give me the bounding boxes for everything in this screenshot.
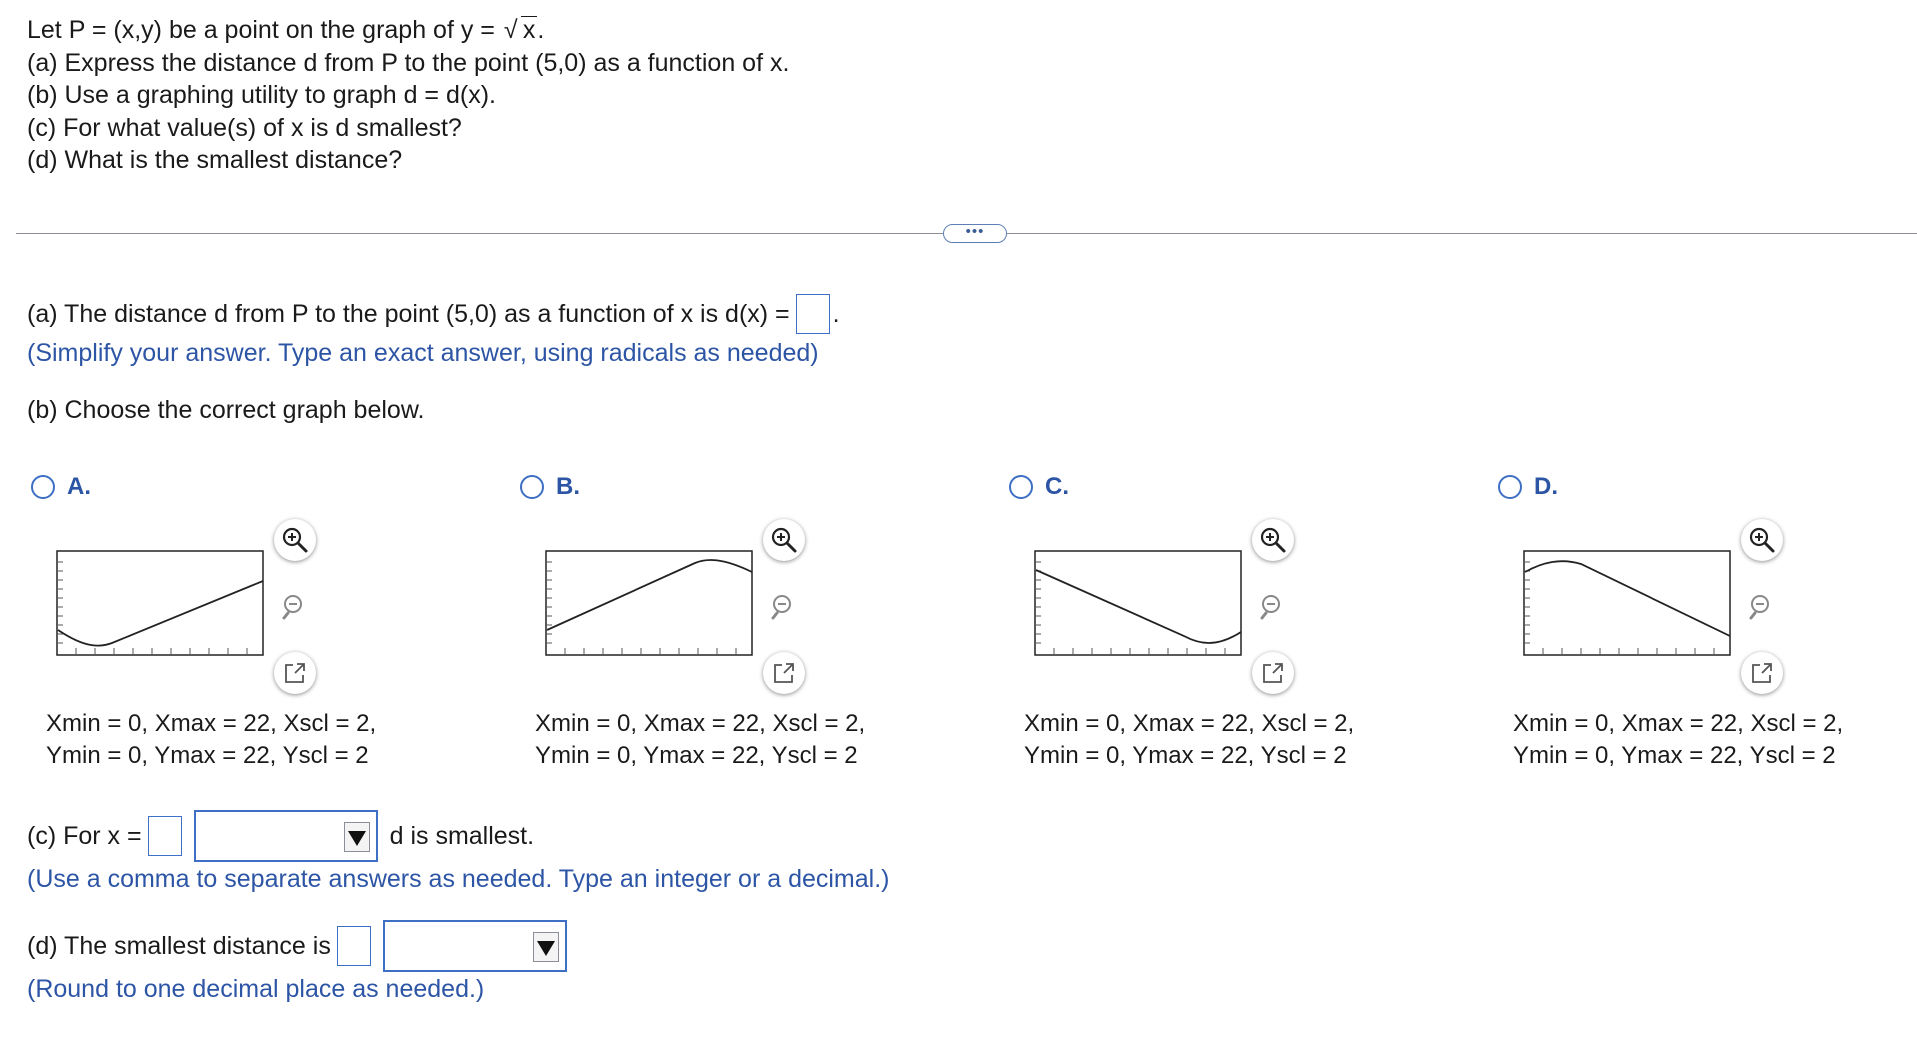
answer-b-prompt: (b) Choose the correct graph below. (27, 396, 425, 424)
option-b[interactable] (520, 473, 580, 501)
problem-part-b: (b) Use a graphing utility to graph d = d(x). (27, 81, 496, 109)
answer-a-period: . (832, 299, 840, 328)
zoom-out-icon[interactable] (1741, 586, 1783, 628)
caption-d-x: Xmin = 0, Xmax = 22, Xscl = 2, (1513, 710, 1844, 737)
caption-b-x: Xmin = 0, Xmax = 22, Xscl = 2, (535, 710, 866, 737)
option-c-radio[interactable] (1009, 475, 1033, 499)
zoom-out-icon[interactable] (274, 586, 316, 628)
problem-intro (27, 14, 789, 47)
caption-d-y: Ymin = 0, Ymax = 22, Yscl = 2 (1513, 742, 1836, 769)
answer-a-line (27, 294, 840, 334)
problem-part-c: (c) For what value(s) of x is d smallest? (27, 113, 462, 142)
caption-a-y: Ymin = 0, Ymax = 22, Yscl = 2 (46, 742, 369, 769)
graph-b[interactable] (545, 550, 753, 656)
option-a-label: A. (67, 473, 91, 500)
option-d-label: D. (1534, 473, 1558, 500)
answer-d-line (27, 920, 567, 972)
problem-intro-text: Let P = (x,y) be a point on the graph of y = (27, 16, 502, 44)
answer-d-prefix: (d) The smallest distance is (27, 931, 331, 960)
problem-part-a: (a) Express the distance d from P to the point (5,0) as a function of x. (27, 48, 790, 77)
pop-out-icon[interactable] (1741, 652, 1783, 694)
option-c-label: C. (1045, 473, 1069, 500)
caption-a-x: Xmin = 0, Xmax = 22, Xscl = 2, (46, 710, 377, 737)
sqrt-radicand: x (522, 16, 536, 44)
caption-b (535, 708, 865, 772)
problem-statement (27, 14, 789, 177)
answer-a-text: (a) The distance d from P to the point (5,0) as a function of x is d(x) = (27, 299, 790, 328)
caption-c-x: Xmin = 0, Xmax = 22, Xscl = 2, (1024, 710, 1355, 737)
answer-c-line (27, 810, 534, 862)
answer-d-input[interactable] (337, 926, 371, 966)
zoom-in-icon[interactable] (763, 519, 805, 561)
answer-c-suffix: d is smallest. (389, 821, 535, 850)
zoom-in-icon[interactable] (1252, 519, 1294, 561)
option-d-radio[interactable] (1498, 475, 1522, 499)
option-b-radio[interactable] (520, 475, 544, 499)
option-c[interactable] (1009, 473, 1069, 501)
caption-c (1024, 708, 1354, 772)
option-b-label: B. (556, 473, 580, 500)
problem-intro-end: . (537, 16, 545, 44)
answer-a-input[interactable] (796, 294, 830, 334)
pop-out-icon[interactable] (1252, 652, 1294, 694)
option-d[interactable] (1498, 473, 1558, 501)
answer-d-hint: (Round to one decimal place as needed.) (27, 975, 485, 1003)
caption-c-y: Ymin = 0, Ymax = 22, Yscl = 2 (1024, 742, 1347, 769)
answer-a-hint: (Simplify your answer. Type an exact answer, using radicals as needed) (27, 339, 819, 367)
zoom-in-icon[interactable] (274, 519, 316, 561)
sqrt-expression: √ x (503, 16, 536, 44)
option-a[interactable] (31, 473, 91, 501)
answer-d-dropdown[interactable] (383, 920, 567, 972)
caption-d (1513, 708, 1843, 772)
zoom-in-icon[interactable] (1741, 519, 1783, 561)
caption-b-y: Ymin = 0, Ymax = 22, Yscl = 2 (535, 742, 858, 769)
expand-more-button[interactable]: ••• (943, 224, 1007, 243)
answer-c-input[interactable] (148, 816, 182, 856)
option-a-radio[interactable] (31, 475, 55, 499)
zoom-out-icon[interactable] (1252, 586, 1294, 628)
graph-a[interactable] (56, 550, 264, 656)
pop-out-icon[interactable] (763, 652, 805, 694)
problem-part-d: (d) What is the smallest distance? (27, 146, 403, 174)
answer-c-dropdown[interactable] (194, 810, 378, 862)
zoom-out-icon[interactable] (763, 586, 805, 628)
chevron-down-icon[interactable] (344, 822, 370, 852)
chevron-down-icon[interactable] (533, 932, 559, 962)
graph-d[interactable] (1523, 550, 1731, 656)
pop-out-icon[interactable] (274, 652, 316, 694)
caption-a (46, 708, 376, 772)
answer-c-prefix: (c) For x = (27, 821, 142, 850)
graph-c[interactable] (1034, 550, 1242, 656)
answer-c-hint: (Use a comma to separate answers as needed. Type an integer or a decimal.) (27, 865, 890, 893)
